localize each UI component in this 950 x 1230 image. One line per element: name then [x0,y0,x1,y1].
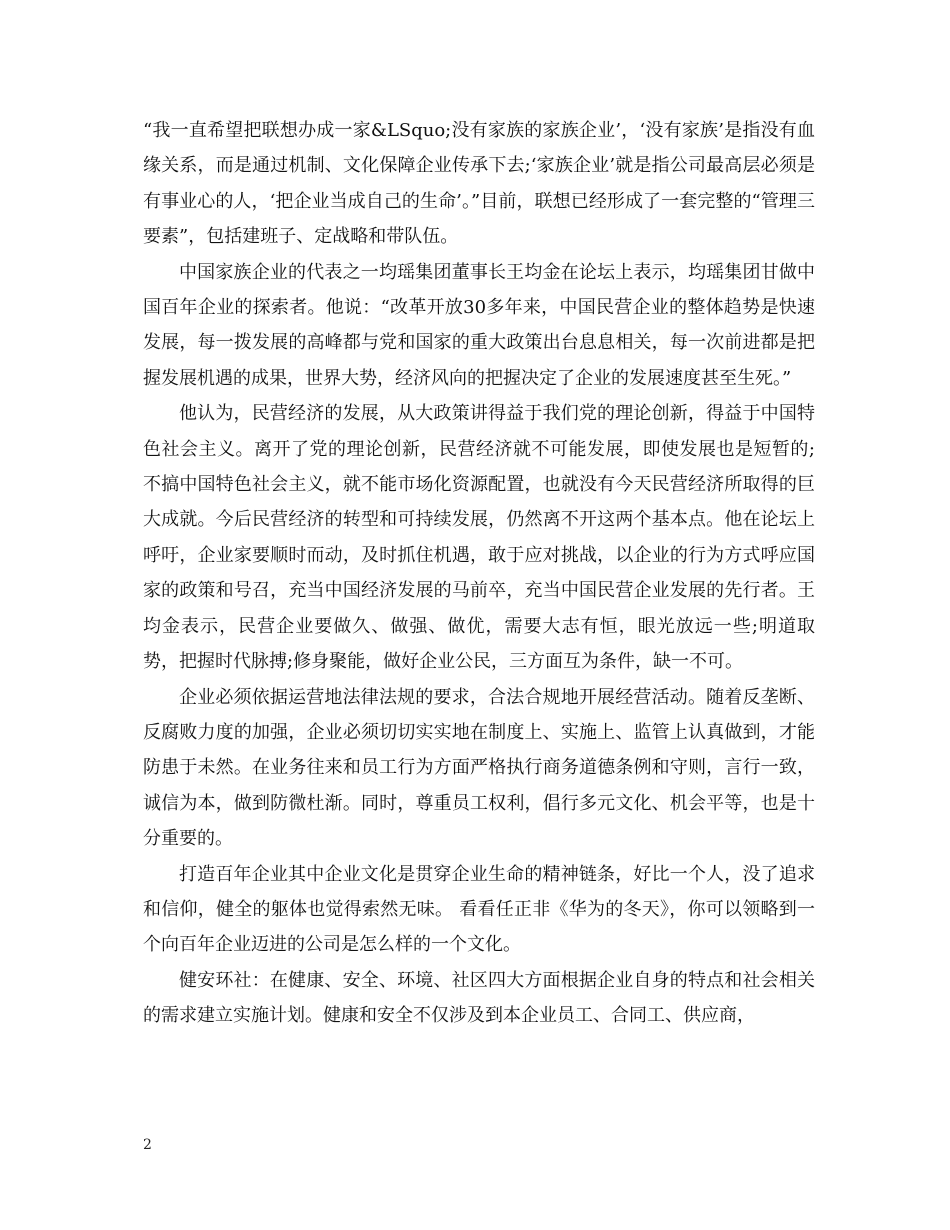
paragraph-3: 他认为，民营经济的发展，从大政策讲得益于我们党的理论创新，得益于中国特色社会主义。离开了党的理论创新，民营经济就不可能发展，即使发展也是短暂的;不搞中国特色社会主义，就不能市场化资源配置，也就没有今天民营经济所取得的巨大成就。今后民营经济的转型和可持续发展，仍然离不开这两个基本点。他在论坛上呼吁，企业家要顺时而动，及时抓住机遇，敢于应对挑战，以企业的行为方式呼应国家的政策和号召，充当中国经济发展的马前卒，充当中国民营企业发展的先行者。王均金表示，民营企业要做久、做强、做优，需要大志有恒，眼光放远一些;明道取势，把握时代脉搏;修身聚能，做好企业公民，三方面互为条件，缺一不可。 [143,403,815,673]
paragraph-5: 打造百年企业其中企业文化是贯穿企业生命的精神链条，好比一个人，没了追求和信仰，健全的躯体也觉得索然无味。 看看任正非《华为的冬天》，你可以领略到一个向百年企业迈进的公司是怎么样的一个文化。 [143,863,815,956]
document-body [143,113,815,1034]
paragraph-6: 健安环社：在健康、安全、环境、社区四大方面根据企业自身的特点和社会相关的需求建立实施计划。健康和安全不仅涉及到本企业员工、合同工、供应商， [143,969,815,1027]
paragraph-4: 企业必须依据运营地法律法规的要求，合法合规地开展经营活动。随着反垄断、反腐败力度的加强，企业必须切切实实地在制度上、实施上、监管上认真做到，才能防患于未然。在业务往来和员工行为方面严格执行商务道德条例和守则，言行一致，诚信为本，做到防微杜渐。同时，尊重员工权利，倡行多元文化、机会平等，也是十分重要的。 [143,686,815,850]
paragraph-1: “我一直希望把联想办成一家&LSquo;没有家族的家族企业’，‘没有家族’是指没有血缘关系，而是通过机制、文化保障企业传承下去;‘家族企业’就是指公司最高层必须是有事业心的人，‘把企业当成自己的生命’。”目前，联想已经形成了一套完整的“管理三要素”，包括建班子、定战略和带队伍。 [143,120,815,248]
page-number: 2 [143,1137,152,1153]
paragraph-2: 中国家族企业的代表之一均瑶集团董事长王均金在论坛上表示，均瑶集团甘做中国百年企业的探索者。他说：“改革开放30多年来，中国民营企业的整体趋势是快速发展，每一拨发展的高峰都与党和国家的重大政策出台息息相关，每一次前进都是把握发展机遇的成果，世界大势，经济风向的把握决定了企业的发展速度甚至生死。” [143,261,815,389]
